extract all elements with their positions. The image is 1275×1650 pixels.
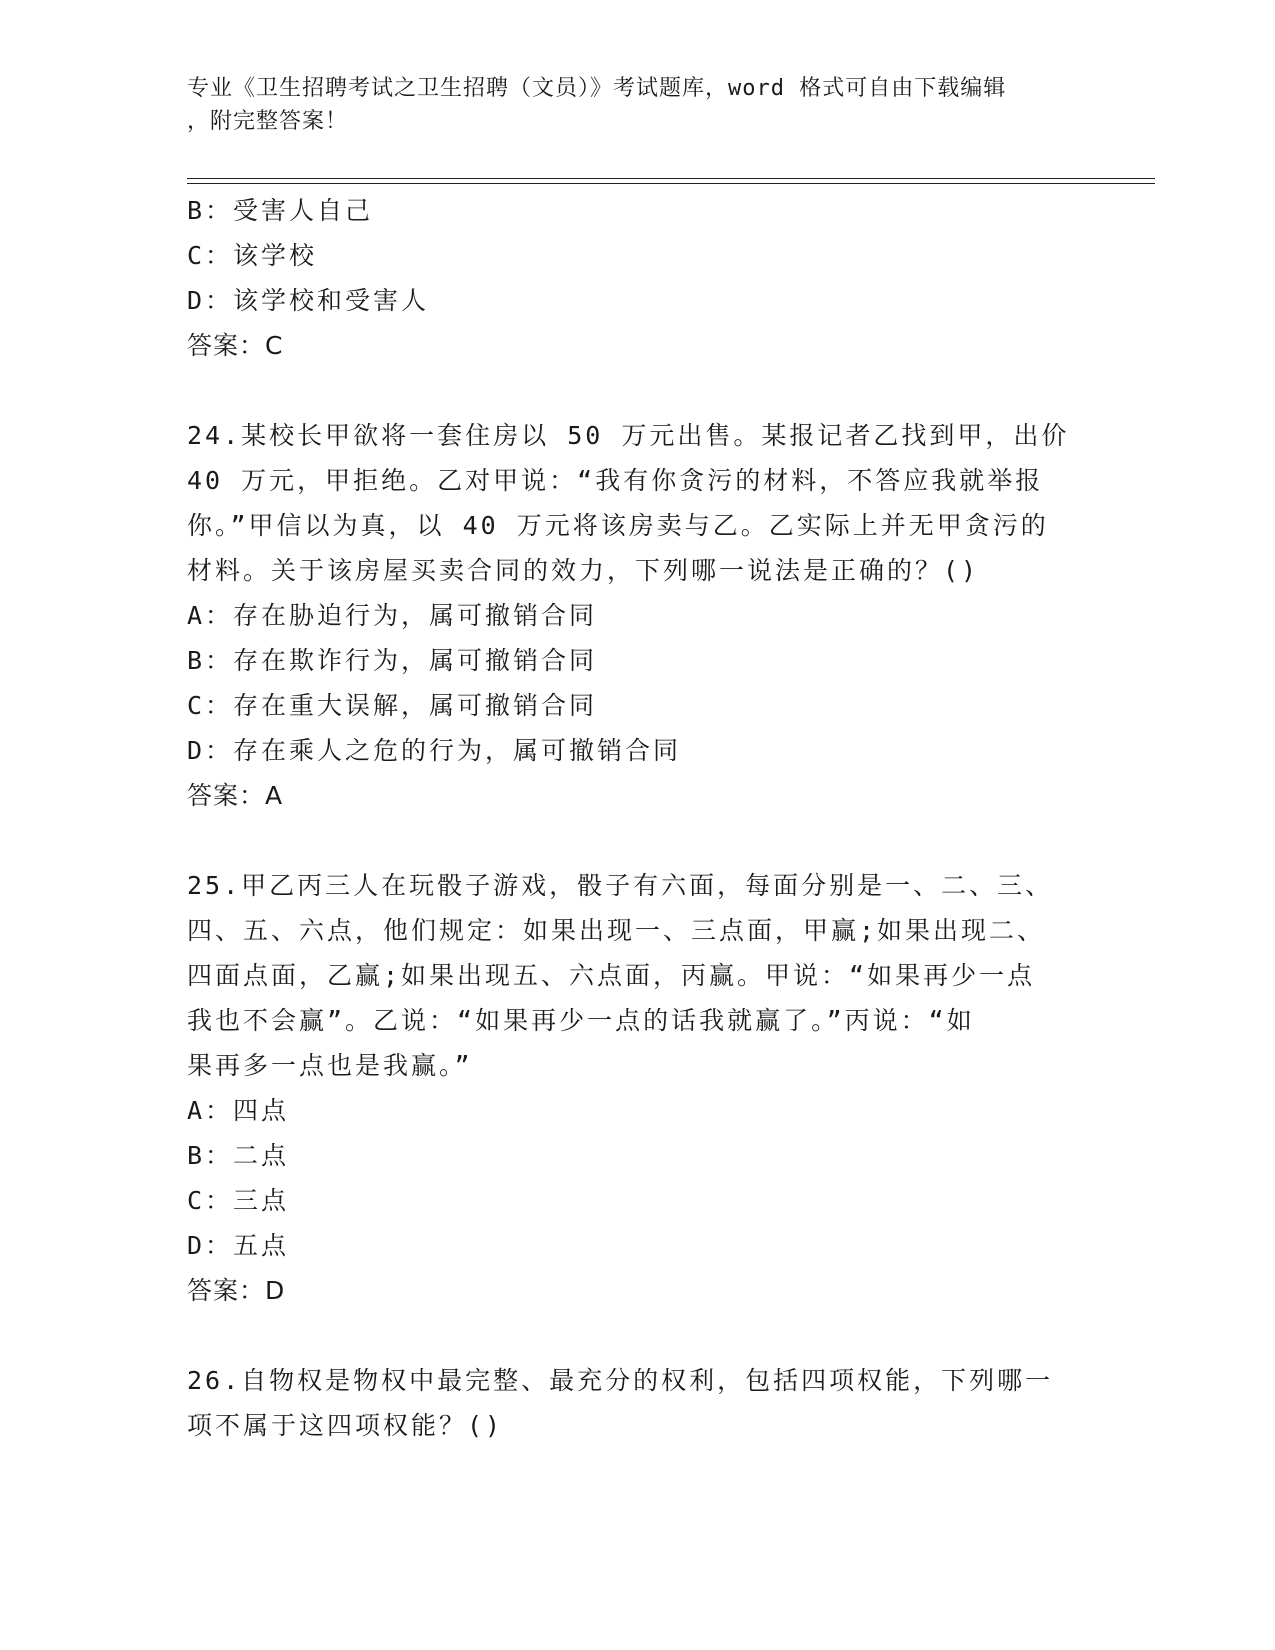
option-b: B：存在欺诈行为，属可撤销合同: [187, 646, 598, 675]
question-24: [187, 413, 1087, 818]
question-stem-line: 24.某校长甲欲将一套住房以 50 万元出售。某报记者乙找到甲，出价: [187, 421, 1070, 450]
header-line-2: ，附完整答案！: [187, 109, 349, 134]
answer-label: 答案：A: [187, 781, 284, 810]
question-stem-line: 四面点面，乙赢;如果出现五、六点面，丙赢。甲说：“如果再少一点: [187, 961, 1036, 990]
question-content: [187, 188, 1087, 1448]
question-stem-line: 26.自物权是物权中最完整、最充分的权利，包括四项权能，下列哪一: [187, 1366, 1054, 1395]
option-a: A：四点: [187, 1096, 290, 1125]
question-stem-line: 四、五、六点，他们规定：如果出现一、三点面，甲赢;如果出现二、: [187, 916, 1046, 945]
answer-label: 答案：D: [187, 1276, 286, 1305]
question-25: [187, 863, 1087, 1313]
question-stem-line: 25.甲乙丙三人在玩骰子游戏，骰子有六面，每面分别是一、二、三、: [187, 871, 1054, 900]
option-a: A：存在胁迫行为，属可撤销合同: [187, 601, 598, 630]
option-b: B：二点: [187, 1141, 290, 1170]
document-header: [187, 72, 1087, 138]
question-stem-line: 我也不会赢”。乙说：“如果再少一点的话我就赢了。”丙说：“如: [187, 1006, 975, 1035]
spacer: [187, 368, 1087, 413]
question-26: [187, 1358, 1087, 1448]
header-rule-bottom: [187, 183, 1155, 184]
question-stem-line: 你。”甲信以为真，以 40 万元将该房卖与乙。乙实际上并无甲贪污的: [187, 511, 1049, 540]
answer-label: 答案：C: [187, 331, 284, 360]
question-stem-line: 果再多一点也是我赢。”: [187, 1051, 473, 1080]
option-d: D：存在乘人之危的行为，属可撤销合同: [187, 736, 682, 765]
option-c: C：存在重大误解，属可撤销合同: [187, 691, 598, 720]
question-stem-line: 40 万元，甲拒绝。乙对甲说：“我有你贪污的材料，不答应我就举报: [187, 466, 1044, 495]
option-c: C：三点: [187, 1186, 290, 1215]
spacer: [187, 818, 1087, 863]
question-stem-line: 项不属于这四项权能？(): [187, 1411, 504, 1440]
spacer: [187, 1313, 1087, 1358]
option-c: C：该学校: [187, 241, 318, 270]
option-d: D：该学校和受害人: [187, 286, 430, 315]
option-b: B：受害人自己: [187, 196, 374, 225]
question-23: [187, 188, 1087, 368]
header-rule-top: [187, 178, 1155, 179]
question-stem-line: 材料。关于该房屋买卖合同的效力，下列哪一说法是正确的？(): [187, 556, 980, 585]
option-d: D：五点: [187, 1231, 290, 1260]
header-line-1: 专业《卫生招聘考试之卫生招聘（文员）》考试题库，word 格式可自由下载编辑: [187, 76, 1007, 101]
